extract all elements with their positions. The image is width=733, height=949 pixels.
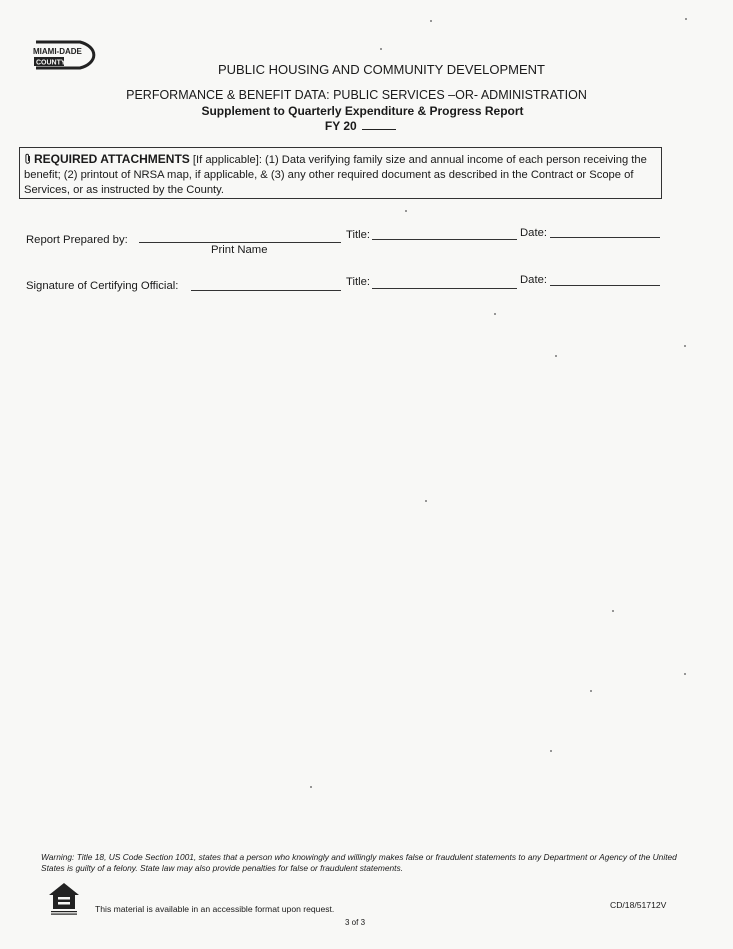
attachments-text: [If applicable]: (1) Data verifying family size and annual income of each person receiving the benefit; (2) printout of NRSA map, if applicable, & (3) any other required document as described in the Contract or Scope of Services, or as instructed by the County.: [24, 154, 647, 196]
scan-speck: [555, 355, 557, 357]
equal-housing-icon: [48, 882, 80, 916]
form-code: CD/18/51712V: [610, 900, 667, 910]
print-name-label: Print Name: [211, 244, 268, 256]
date-label: Date:: [520, 227, 548, 239]
title-label: Title:: [346, 276, 371, 288]
accessibility-notice: This material is available in an accessible format upon request.: [95, 904, 335, 914]
signature-field[interactable]: [191, 290, 341, 291]
scan-speck: [685, 18, 687, 20]
scan-speck: [684, 673, 686, 675]
department-heading: PUBLIC HOUSING AND COMMUNITY DEVELOPMENT: [218, 62, 545, 77]
required-attachments-box: [19, 147, 662, 199]
prepared-by-title-field[interactable]: [372, 239, 517, 240]
fiscal-year-label: FY 20: [324, 119, 357, 133]
logo-text-miami-dade: MIAMI-DADE: [33, 47, 82, 56]
fiscal-year-line: [0, 119, 727, 133]
scan-speck: [590, 690, 592, 692]
prepared-by-date-field[interactable]: [550, 237, 660, 238]
title-label: Title:: [346, 229, 371, 241]
signature-date-field[interactable]: [550, 285, 660, 286]
scan-speck: [494, 313, 496, 315]
date-label: Date:: [520, 274, 548, 286]
scan-speck: [612, 610, 614, 612]
form-title: PERFORMANCE & BENEFIT DATA: PUBLIC SERVICES –OR- ADMINISTRATION: [126, 88, 587, 102]
signature-label: Signature of Certifying Official:: [26, 280, 179, 292]
signature-title-field[interactable]: [372, 288, 517, 289]
scan-speck: [684, 345, 686, 347]
scan-speck: [310, 786, 312, 788]
scan-speck: [380, 48, 382, 50]
logo-text-county: COUNTY: [36, 59, 66, 67]
attachments-lead: REQUIRED ATTACHMENTS: [34, 152, 190, 166]
scan-speck: [550, 750, 552, 752]
fiscal-year-blank[interactable]: [362, 119, 396, 130]
supplement-subtitle: Supplement to Quarterly Expenditure & Progress Report: [201, 104, 524, 118]
page-number: 3 of 3: [345, 918, 366, 927]
paperclip-icon: [24, 153, 32, 164]
legal-warning: Warning: Title 18, US Code Section 1001, states that a person who knowingly and willingly makes false or fraudulent statements to any Department or Agency of the United States is guilty of a felony. State law may also provide penalties for false or fraudulent statements.: [41, 852, 677, 873]
equal-housing-logo: [48, 882, 80, 916]
scan-speck: [405, 210, 407, 212]
scan-speck: [430, 20, 432, 22]
prepared-by-field[interactable]: [139, 242, 341, 243]
scan-speck: [425, 500, 427, 502]
prepared-by-label: Report Prepared by:: [26, 234, 128, 246]
